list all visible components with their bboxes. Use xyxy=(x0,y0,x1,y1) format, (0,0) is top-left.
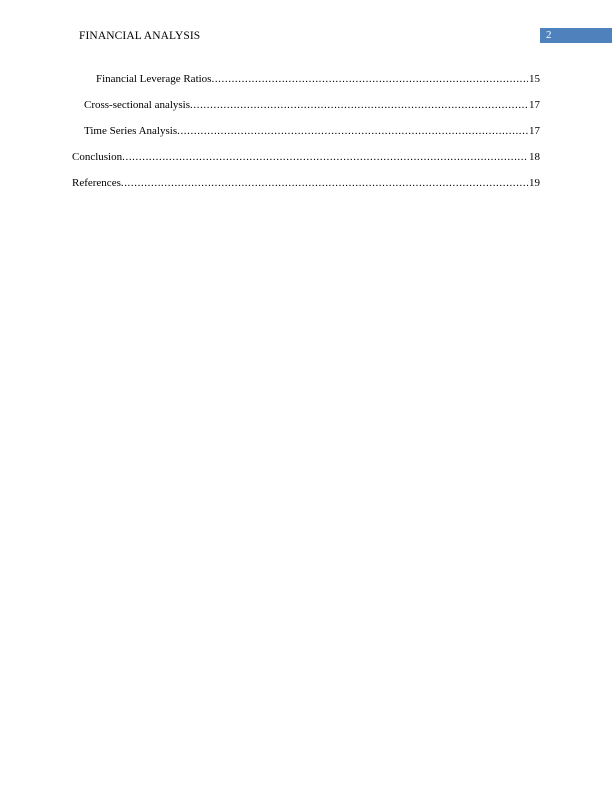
toc-dot-leader xyxy=(121,176,528,190)
toc-entry-page: 19 xyxy=(529,177,540,189)
toc-entry-conclusion[interactable] xyxy=(72,150,540,164)
toc-entry-page: 18 xyxy=(529,151,540,163)
running-header-title: FINANCIAL ANALYSIS xyxy=(79,30,201,42)
page-number-badge xyxy=(540,28,612,43)
toc-entry-label: References xyxy=(72,177,121,189)
toc-dot-leader xyxy=(122,150,528,164)
toc-entry-references[interactable] xyxy=(72,176,540,190)
toc-dot-leader xyxy=(211,72,528,86)
toc-entry-cross-sectional-analysis[interactable] xyxy=(84,98,540,112)
toc-entry-label: Financial Leverage Ratios xyxy=(96,73,212,85)
toc-entry-financial-leverage-ratios[interactable] xyxy=(96,72,540,86)
toc-entry-time-series-analysis[interactable] xyxy=(84,124,540,138)
toc-dot-leader xyxy=(190,98,528,112)
toc-entry-label: Cross-sectional analysis xyxy=(84,99,191,111)
toc-entry-page: 15 xyxy=(529,73,540,85)
toc-dot-leader xyxy=(177,124,528,138)
toc-entry-label: Time Series Analysis xyxy=(84,125,178,137)
toc-entry-page: 17 xyxy=(529,99,540,111)
toc-entry-label: Conclusion xyxy=(72,151,123,163)
toc-entry-page: 17 xyxy=(529,125,540,137)
page-number: 2 xyxy=(546,29,552,41)
